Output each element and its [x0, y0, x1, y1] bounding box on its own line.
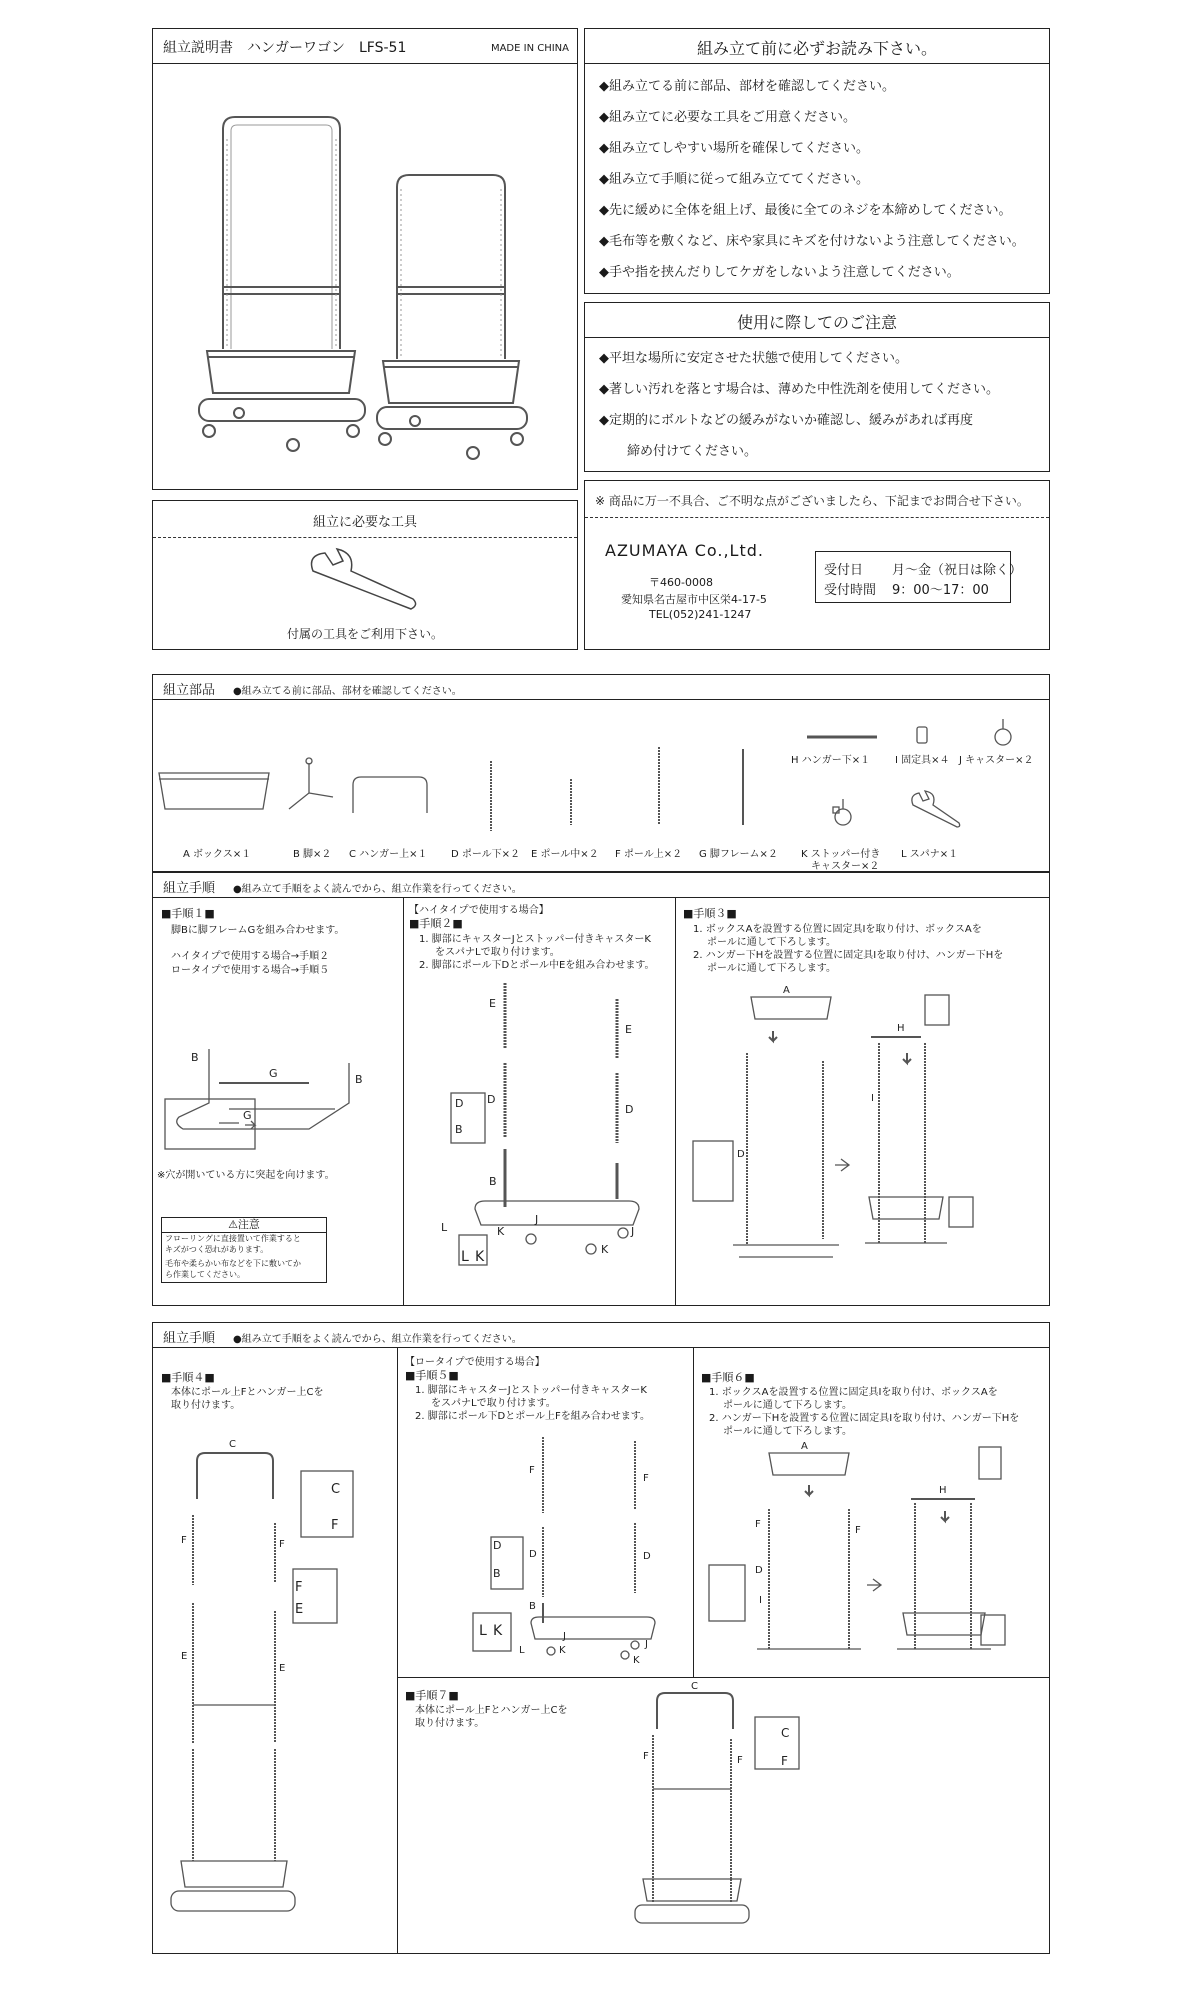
label-c: C: [691, 1681, 698, 1692]
step7-line2: 取り付けます。: [415, 1718, 485, 1729]
label-d: D: [493, 1539, 502, 1552]
hours-label-days: 受付日: [824, 563, 864, 578]
label-d: D: [643, 1551, 651, 1562]
manual-title: 組立説明書 ハンガーワゴン LFS-51: [163, 40, 407, 56]
label-d: D: [455, 1097, 464, 1110]
label-l: L: [441, 1221, 448, 1234]
label-e: E: [625, 1023, 632, 1036]
steps1-title: 組立手順: [163, 881, 216, 896]
label-f: F: [643, 1751, 649, 1762]
step2-heading: ■手順２■: [409, 917, 463, 930]
must-read-item: ◆毛布等を敷くなど、床や家具にキズを付けないよう注意してください。: [599, 234, 1025, 249]
caution-title: ⚠注意: [162, 1218, 326, 1233]
label-h: H: [939, 1485, 947, 1496]
usage-panel: [584, 302, 1050, 472]
label-k: K: [633, 1655, 640, 1666]
label-k: K: [497, 1225, 505, 1238]
product-illustration: [153, 69, 579, 489]
step6-heading: ■手順６■: [701, 1371, 755, 1384]
part-label-i: I 固定具×４: [895, 755, 950, 766]
parts-subtitle: ●組み立てる前に部品、部材を確認してください。: [233, 686, 462, 697]
step1-note: ※穴が開いている方に突起を向けます。: [157, 1170, 335, 1181]
caution-line: キズがつく恐れがあります。: [165, 1245, 269, 1254]
label-k: K: [559, 1645, 566, 1656]
parts-header: [153, 675, 1049, 700]
label-g: G: [243, 1109, 252, 1122]
step2-line1: 1. 脚部にキャスターJとストッパー付きキャスターK: [419, 934, 651, 945]
step3-line2: ポールに通して下ろします。: [707, 937, 836, 948]
steps2-header: [153, 1323, 1049, 1348]
step4-line2: 取り付けます。: [171, 1400, 241, 1411]
label-e: E: [279, 1663, 286, 1674]
part-label-c: C ハンガー上×１: [349, 849, 428, 860]
step1-line2: ハイタイプで使用する場合→手順２: [171, 951, 330, 962]
hours-label-time: 受付時間: [824, 583, 877, 598]
usage-item: 締め付けてください。: [627, 444, 758, 459]
steps2-title: 組立手順: [163, 1331, 216, 1346]
label-f: F: [529, 1465, 535, 1476]
step7-heading: ■手順７■: [405, 1689, 459, 1702]
step6-illustration: [699, 1437, 1039, 1667]
label-k: K: [493, 1623, 503, 1639]
label-a: A: [801, 1441, 808, 1452]
step6-line2: ポールに通して下ろします。: [723, 1400, 852, 1411]
label-j: J: [535, 1213, 539, 1226]
title-panel: [152, 28, 578, 490]
steps-panel-1: [152, 872, 1050, 1306]
usage-item: ◆平坦な場所に安定させた状態で使用してください。: [599, 351, 908, 366]
step2-line2: をスパナLで取り付けます。: [435, 947, 560, 958]
label-c: C: [331, 1482, 341, 1497]
step5-line3: 2. 脚部にポール下Dとポール上Fを組み合わせます。: [415, 1411, 650, 1422]
parts-panel: [152, 674, 1050, 872]
label-d: D: [755, 1565, 763, 1576]
step1-line1: 脚Bに脚フレームGを組み合わせます。: [171, 925, 345, 936]
label-f: F: [755, 1519, 761, 1530]
label-e: E: [295, 1602, 304, 1617]
part-label-k-2: キャスター×２: [811, 861, 880, 872]
hours-value-days: 月～金（祝日は除く）: [892, 563, 1023, 578]
must-read-item: ◆組み立てに必要な工具をご用意ください。: [599, 110, 856, 125]
must-read-title: 組み立て前に必ずお読み下さい。: [696, 39, 937, 58]
contact-panel: [584, 480, 1050, 650]
step-divider: [397, 1347, 398, 1953]
step6-line3: 2. ハンガー下Hを設置する位置に固定具Iを取り付け、ハンガー下Hを: [709, 1413, 1020, 1424]
label-f: F: [331, 1518, 339, 1533]
caution-line: 毛布や柔らかい布などを下に敷いてか: [165, 1259, 301, 1268]
label-j: J: [563, 1631, 566, 1642]
company-address: 愛知県名古屋市中区栄4-17-5: [621, 593, 767, 606]
caution-line: フローリングに直接置いて作業すると: [165, 1234, 301, 1243]
parts-title: 組立部品: [163, 683, 216, 698]
step2-type: 【ハイタイプで使用する場合】: [409, 905, 549, 916]
step4-line1: 本体にポール上Fとハンガー上Cを: [171, 1387, 324, 1398]
usage-header: [585, 303, 1049, 338]
label-l: L: [479, 1623, 487, 1639]
part-label-g: G 脚フレーム×２: [699, 849, 778, 860]
steps2-subtitle: ●組み立て手順をよく読んでから、組立作業を行ってください。: [233, 1334, 522, 1345]
steps1-header: [153, 873, 1049, 898]
label-d: D: [625, 1103, 634, 1116]
caution-box: [161, 1217, 327, 1283]
must-read-header: [585, 29, 1049, 64]
must-read-item: ◆手や指を挟んだりしてケガをしないよう注意してください。: [599, 265, 960, 280]
must-read-item: ◆組み立てる前に部品、部材を確認してください。: [599, 79, 895, 94]
label-e: E: [181, 1651, 188, 1662]
must-read-item: ◆組み立て手順に従って組み立ててください。: [599, 172, 869, 187]
label-b: B: [529, 1601, 536, 1612]
label-b: B: [489, 1175, 497, 1188]
part-label-h: H ハンガー下×１: [791, 755, 871, 766]
label-f: F: [295, 1580, 303, 1595]
step4-heading: ■手順４■: [161, 1371, 215, 1384]
step2-illustration: [415, 973, 675, 1293]
step-divider: [403, 897, 404, 1305]
hours-value-time: 9：00～17：00: [892, 583, 989, 598]
part-label-j: J キャスター×２: [959, 755, 1034, 766]
step1-heading: ■手順１■: [161, 907, 215, 920]
label-c: C: [781, 1726, 790, 1740]
label-l: L: [461, 1249, 469, 1265]
step3-line3: 2. ハンガー下Hを設置する位置に固定具Iを取り付け、ハンガー下Hを: [693, 950, 1004, 961]
usage-list: [599, 343, 999, 467]
steps1-subtitle: ●組み立て手順をよく読んでから、組立作業を行ってください。: [233, 884, 522, 895]
must-read-item: ◆組み立てしやすい場所を確保してください。: [599, 141, 869, 156]
step1-line3: ロータイプで使用する場合→手順５: [171, 965, 330, 976]
contact-divider: [585, 517, 1049, 518]
label-k: K: [475, 1249, 485, 1265]
step5-type: 【ロータイプで使用する場合】: [405, 1357, 545, 1368]
label-e: E: [489, 997, 496, 1010]
label-j: J: [645, 1639, 648, 1650]
part-label-a: A ボックス×１: [183, 849, 252, 860]
label-f: F: [855, 1525, 861, 1536]
hours-box: [815, 551, 1023, 603]
label-l: L: [519, 1645, 525, 1656]
part-label-f: F ポール上×２: [615, 849, 683, 860]
label-c: C: [229, 1439, 236, 1450]
step2-line3: 2. 脚部にポール下Dとポール中Eを組み合わせます。: [419, 960, 655, 971]
label-b: B: [191, 1051, 199, 1064]
company-tel: TEL(052)241-1247: [649, 608, 752, 621]
steps-panel-2: [152, 1322, 1050, 1954]
step-divider: [397, 1677, 1049, 1678]
spanner-icon: [303, 551, 423, 621]
usage-item: ◆著しい汚れを落とす場合は、薄めた中性洗剤を使用してください。: [599, 382, 999, 397]
label-b: B: [455, 1123, 463, 1136]
label-f: F: [279, 1539, 285, 1550]
label-j: J: [631, 1225, 635, 1238]
tools-panel: [152, 500, 578, 650]
label-k: K: [601, 1243, 609, 1256]
tools-divider: [153, 537, 577, 538]
label-i: I: [871, 1093, 874, 1104]
label-f: F: [181, 1535, 187, 1546]
step-divider: [693, 1347, 694, 1677]
part-label-b: B 脚×２: [293, 849, 332, 860]
label-a: A: [783, 985, 790, 996]
must-read-list: [599, 71, 1025, 288]
label-g: G: [269, 1067, 278, 1080]
label-i: I: [759, 1595, 762, 1606]
part-label-e: E ポール中×２: [531, 849, 599, 860]
step4-illustration: [157, 1423, 393, 1943]
caution-line: ら作業してください。: [165, 1270, 245, 1279]
step7-line1: 本体にポール上Fとハンガー上Cを: [415, 1705, 568, 1716]
label-d: D: [487, 1093, 496, 1106]
step3-illustration: [681, 981, 1041, 1291]
step3-line1: 1. ボックスAを設置する位置に固定具Iを取り付け、ボックスAを: [693, 924, 982, 935]
tools-note: 付属の工具をご利用下さい。: [286, 627, 443, 641]
step5-illustration: [403, 1427, 693, 1667]
label-d: D: [737, 1149, 745, 1160]
label-h: H: [897, 1023, 905, 1034]
part-label-l: L スパナ×１: [901, 849, 959, 860]
part-label-k: K ストッパー付き: [801, 849, 881, 860]
label-f: F: [781, 1754, 788, 1768]
step1-illustration: [159, 983, 399, 1163]
company-name: AZUMAYA Co.,Ltd.: [605, 541, 764, 560]
must-read-item: ◆先に緩めに全体を組上げ、最後に全てのネジを本締めしてください。: [599, 203, 1012, 218]
step6-line1: 1. ボックスAを設置する位置に固定具Iを取り付け、ボックスAを: [709, 1387, 998, 1398]
step5-heading: ■手順５■: [405, 1369, 459, 1382]
step-divider: [675, 897, 676, 1305]
step3-heading: ■手順３■: [683, 907, 737, 920]
step6-line4: ポールに通して下ろします。: [723, 1426, 852, 1437]
label-b: B: [355, 1073, 363, 1086]
usage-item: ◆定期的にボルトなどの緩みがないか確認し、緩みがあれば再度: [599, 413, 973, 428]
made-in-label: MADE IN CHINA: [490, 43, 569, 54]
must-read-panel: [584, 28, 1050, 294]
step3-line4: ポールに通して下ろします。: [707, 963, 836, 974]
label-f: F: [737, 1755, 743, 1766]
title-header: [153, 29, 577, 64]
step5-line2: をスパナLで取り付けます。: [431, 1398, 556, 1409]
step7-illustration: [613, 1679, 833, 1949]
label-f: F: [643, 1473, 649, 1484]
contact-notice: ※ 商品に万一不具合、ご不明な点がございましたら、下記までお問合せ下さい。: [595, 494, 1029, 508]
postal-code: 〒460-0008: [649, 576, 713, 589]
step5-line1: 1. 脚部にキャスターJとストッパー付きキャスターK: [415, 1385, 647, 1396]
tools-title: 組立に必要な工具: [312, 515, 417, 530]
label-b: B: [493, 1567, 501, 1580]
label-d: D: [529, 1549, 537, 1560]
part-label-d: D ポール下×２: [451, 849, 521, 860]
usage-title: 使用に際してのご注意: [736, 313, 897, 332]
parts-illustration: [153, 701, 1051, 841]
